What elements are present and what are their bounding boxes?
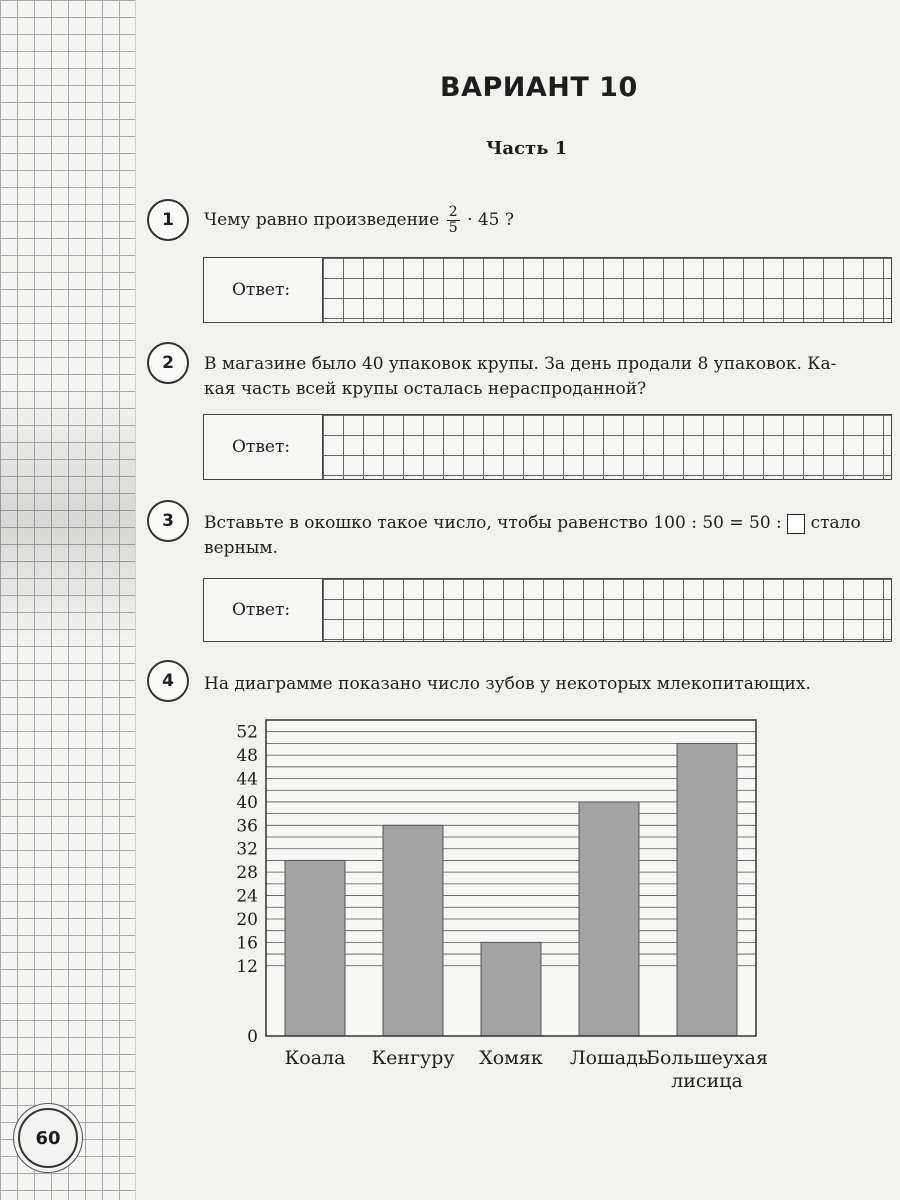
category-label: лисица	[671, 1070, 743, 1092]
bar	[677, 743, 737, 1036]
question-1-number: 1	[147, 199, 189, 241]
answer-label: Ответ:	[232, 437, 291, 457]
fraction-numerator: 2	[448, 204, 458, 220]
bar	[579, 802, 639, 1036]
y-tick-label: 0	[247, 1027, 258, 1047]
question-3-text-before: Вставьте в окошко такое число, чтобы равенство 100 : 50 = 50 :	[204, 513, 782, 533]
y-tick-label: 16	[236, 933, 258, 954]
y-tick-label: 20	[236, 909, 258, 930]
question-2-line-2: кая часть всей крупы осталась нераспроданной?	[204, 379, 647, 399]
question-4-text: На диаграмме показано число зубов у некоторых млекопитающих.	[204, 674, 811, 694]
category-label: Кенгуру	[371, 1047, 455, 1069]
variant-title: ВАРИАНТ 10	[440, 72, 638, 103]
y-tick-label: 24	[236, 886, 258, 907]
answer-label: Ответ:	[232, 600, 291, 620]
bar	[481, 942, 541, 1036]
bar	[285, 860, 345, 1036]
question-1-text-after: · 45 ?	[467, 210, 515, 230]
question-1-text-before: Чему равно произведение	[204, 210, 440, 230]
question-3-line-2: верным.	[204, 538, 279, 558]
y-tick-label: 44	[236, 769, 258, 790]
y-tick-label: 32	[236, 839, 258, 860]
answer-label: Ответ:	[232, 280, 291, 300]
question-2-number: 2	[147, 342, 189, 384]
question-2-line-1: В магазине было 40 упаковок крупы. За день продали 8 упаковок. Ка-	[204, 354, 837, 374]
category-label: Лошадь	[569, 1047, 649, 1069]
y-tick-label: 48	[236, 746, 258, 767]
category-label: Большеухая	[646, 1047, 768, 1069]
question-4-number: 4	[147, 660, 189, 702]
y-tick-label: 52	[236, 722, 258, 743]
question-3-text-after: стало	[810, 513, 861, 533]
question-3-number: 3	[147, 500, 189, 542]
category-label: Коала	[284, 1047, 346, 1069]
part-title: Часть 1	[486, 138, 568, 159]
y-tick-label: 40	[236, 792, 258, 813]
page-number: 60	[18, 1108, 78, 1168]
fraction-denominator: 5	[448, 220, 458, 236]
y-tick-label: 12	[236, 956, 258, 977]
bar	[383, 825, 443, 1036]
y-tick-label: 28	[236, 863, 258, 884]
category-label: Хомяк	[479, 1047, 543, 1069]
y-tick-label: 36	[236, 816, 258, 837]
